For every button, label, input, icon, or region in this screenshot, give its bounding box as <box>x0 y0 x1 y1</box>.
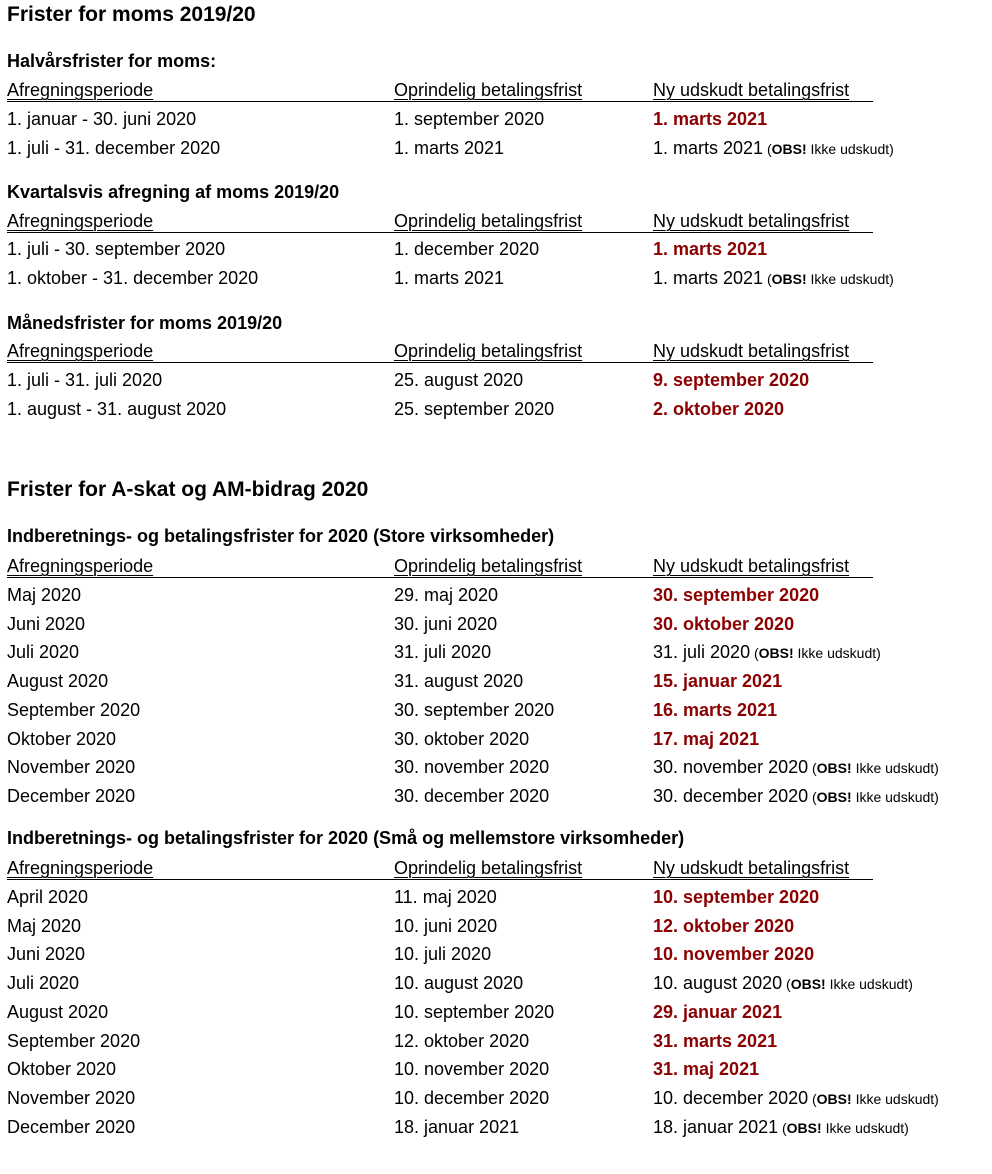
obs-label: OBS! <box>786 1120 822 1136</box>
column-header: Ny udskudt betalingsfrist <box>653 858 850 878</box>
postponed-date: 15. januar 2021 <box>653 671 783 691</box>
postponed-date: 12. oktober 2020 <box>653 916 795 936</box>
note-text: Ikke udskudt <box>855 760 935 776</box>
new-deadline-cell <box>653 1058 759 1080</box>
original-deadline-cell: 10. september 2020 <box>394 1002 555 1022</box>
period-cell: November 2020 <box>7 1088 136 1108</box>
header-divider <box>7 879 873 880</box>
header-divider <box>7 362 873 363</box>
original-deadline-cell: 25. september 2020 <box>394 399 555 419</box>
period-cell: 1. januar - 30. juni 2020 <box>7 109 197 129</box>
period-cell: 1. oktober - 31. december 2020 <box>7 268 259 288</box>
obs-label: OBS! <box>771 271 807 287</box>
obs-label: OBS! <box>771 141 807 157</box>
postponed-date: 9. september 2020 <box>653 370 810 390</box>
original-deadline-cell: 30. november 2020 <box>394 757 550 777</box>
unchanged-date: 30. november 2020 <box>653 757 809 777</box>
new-deadline-cell <box>653 1030 777 1052</box>
original-deadline-cell: 31. juli 2020 <box>394 642 492 662</box>
new-deadline-cell <box>653 972 913 995</box>
original-deadline-cell: 1. marts 2021 <box>394 138 505 158</box>
header-divider <box>7 232 873 233</box>
period-cell: 1. juli - 31. december 2020 <box>7 138 221 158</box>
period-cell: August 2020 <box>7 671 109 691</box>
period-cell: Juli 2020 <box>7 642 80 662</box>
note-text: Ikke udskudt <box>810 141 890 157</box>
header-divider <box>7 101 873 102</box>
unchanged-date: 30. december 2020 <box>653 786 809 806</box>
note-text: Ikke udskudt <box>855 789 935 805</box>
period-cell: 1. juli - 30. september 2020 <box>7 239 226 259</box>
period-cell: Juli 2020 <box>7 973 80 993</box>
group-title: Indberetnings- og betalingsfrister for 2020 (Små og mellemstore virksomheder) <box>7 828 685 848</box>
new-deadline-cell <box>653 369 809 391</box>
original-deadline-cell: 1. september 2020 <box>394 109 545 129</box>
new-deadline-cell <box>653 728 759 750</box>
postponed-date: 2. oktober 2020 <box>653 399 785 419</box>
not-postponed-note: (OBS! Ikke udskudt) <box>750 645 881 661</box>
group-title: Månedsfrister for moms 2019/20 <box>7 313 283 333</box>
original-deadline-cell: 1. marts 2021 <box>394 268 505 288</box>
not-postponed-note: (OBS! Ikke udskudt) <box>763 271 894 287</box>
obs-label: OBS! <box>816 760 852 776</box>
new-deadline-cell <box>653 641 881 664</box>
group-title: Kvartalsvis afregning af moms 2019/20 <box>7 182 340 202</box>
unchanged-date: 10. august 2020 <box>653 973 783 993</box>
new-deadline-cell <box>653 108 767 130</box>
new-deadline-cell <box>653 943 814 965</box>
header-divider <box>7 577 873 578</box>
unchanged-date: 31. juli 2020 <box>653 642 751 662</box>
period-cell: Maj 2020 <box>7 585 82 605</box>
new-deadline-cell <box>653 785 939 808</box>
new-deadline-cell <box>653 238 767 260</box>
note-text: Ikke udskudt <box>829 976 909 992</box>
unchanged-date: 10. december 2020 <box>653 1088 809 1108</box>
new-deadline-cell <box>653 613 794 635</box>
not-postponed-note: (OBS! Ikke udskudt) <box>782 976 913 992</box>
original-deadline-cell: 10. august 2020 <box>394 973 524 993</box>
period-cell: December 2020 <box>7 1117 136 1137</box>
column-header: Ny udskudt betalingsfrist <box>653 341 850 361</box>
period-cell: August 2020 <box>7 1002 109 1022</box>
postponed-date: 30. september 2020 <box>653 585 820 605</box>
new-deadline-cell <box>653 699 777 721</box>
not-postponed-note: (OBS! Ikke udskudt) <box>808 789 939 805</box>
postponed-date: 30. oktober 2020 <box>653 614 795 634</box>
postponed-date: 31. marts 2021 <box>653 1031 778 1051</box>
unchanged-date: 1. marts 2021 <box>653 138 764 158</box>
original-deadline-cell: 10. juni 2020 <box>394 916 498 936</box>
column-header: Afregningsperiode <box>7 211 154 231</box>
postponed-date: 29. januar 2021 <box>653 1002 783 1022</box>
note-text: Ikke udskudt <box>855 1091 935 1107</box>
column-header: Oprindelig betalingsfrist <box>394 341 583 361</box>
postponed-date: 17. maj 2021 <box>653 729 760 749</box>
not-postponed-note: (OBS! Ikke udskudt) <box>808 760 939 776</box>
postponed-date: 10. november 2020 <box>653 944 815 964</box>
new-deadline-cell <box>653 137 894 160</box>
period-cell: September 2020 <box>7 1031 141 1051</box>
not-postponed-note: (OBS! Ikke udskudt) <box>763 141 894 157</box>
period-cell: Juni 2020 <box>7 944 86 964</box>
original-deadline-cell: 11. maj 2020 <box>394 887 497 907</box>
new-deadline-cell <box>653 1001 782 1023</box>
column-header: Ny udskudt betalingsfrist <box>653 80 850 100</box>
column-header: Oprindelig betalingsfrist <box>394 211 583 231</box>
obs-label: OBS! <box>816 789 852 805</box>
period-cell: 1. august - 31. august 2020 <box>7 399 227 419</box>
column-header: Ny udskudt betalingsfrist <box>653 211 850 231</box>
column-header: Afregningsperiode <box>7 858 154 878</box>
new-deadline-cell <box>653 1087 939 1110</box>
original-deadline-cell: 30. september 2020 <box>394 700 555 720</box>
group-title: Halvårsfrister for moms: <box>7 51 217 71</box>
original-deadline-cell: 12. oktober 2020 <box>394 1031 530 1051</box>
new-deadline-cell <box>653 756 939 779</box>
postponed-date: 1. marts 2021 <box>653 239 768 259</box>
new-deadline-cell <box>653 267 894 290</box>
not-postponed-note: (OBS! Ikke udskudt) <box>778 1120 909 1136</box>
column-header: Afregningsperiode <box>7 341 154 361</box>
obs-label: OBS! <box>758 645 794 661</box>
new-deadline-cell <box>653 398 784 420</box>
new-deadline-cell <box>653 886 819 908</box>
note-text: Ikke udskudt <box>810 271 890 287</box>
new-deadline-cell <box>653 670 782 692</box>
new-deadline-cell <box>653 584 819 606</box>
column-header: Oprindelig betalingsfrist <box>394 556 583 576</box>
postponed-date: 10. september 2020 <box>653 887 820 907</box>
original-deadline-cell: 30. oktober 2020 <box>394 729 530 749</box>
section2-title: Frister for A-skat og AM-bidrag 2020 <box>7 478 369 501</box>
period-cell: April 2020 <box>7 887 89 907</box>
note-text: Ikke udskudt <box>825 1120 905 1136</box>
group-title: Indberetnings- og betalingsfrister for 2020 (Store virksomheder) <box>7 526 555 546</box>
not-postponed-note: (OBS! Ikke udskudt) <box>808 1091 939 1107</box>
column-header: Ny udskudt betalingsfrist <box>653 556 850 576</box>
period-cell: December 2020 <box>7 786 136 806</box>
column-header: Afregningsperiode <box>7 556 154 576</box>
new-deadline-cell <box>653 1116 909 1139</box>
postponed-date: 31. maj 2021 <box>653 1059 760 1079</box>
section1-title: Frister for moms 2019/20 <box>7 3 256 26</box>
obs-label: OBS! <box>816 1091 852 1107</box>
period-cell: Juni 2020 <box>7 614 86 634</box>
note-text: Ikke udskudt <box>797 645 877 661</box>
period-cell: Oktober 2020 <box>7 729 117 749</box>
unchanged-date: 18. januar 2021 <box>653 1117 779 1137</box>
postponed-date: 16. marts 2021 <box>653 700 778 720</box>
original-deadline-cell: 30. december 2020 <box>394 786 550 806</box>
original-deadline-cell: 30. juni 2020 <box>394 614 498 634</box>
original-deadline-cell: 10. juli 2020 <box>394 944 492 964</box>
period-cell: Oktober 2020 <box>7 1059 117 1079</box>
original-deadline-cell: 18. januar 2021 <box>394 1117 520 1137</box>
obs-label: OBS! <box>790 976 826 992</box>
period-cell: September 2020 <box>7 700 141 720</box>
original-deadline-cell: 31. august 2020 <box>394 671 524 691</box>
original-deadline-cell: 10. november 2020 <box>394 1059 550 1079</box>
period-cell: Maj 2020 <box>7 916 82 936</box>
original-deadline-cell: 29. maj 2020 <box>394 585 499 605</box>
column-header: Oprindelig betalingsfrist <box>394 858 583 878</box>
new-deadline-cell <box>653 915 794 937</box>
period-cell: November 2020 <box>7 757 136 777</box>
original-deadline-cell: 1. december 2020 <box>394 239 540 259</box>
original-deadline-cell: 10. december 2020 <box>394 1088 550 1108</box>
period-cell: 1. juli - 31. juli 2020 <box>7 370 163 390</box>
unchanged-date: 1. marts 2021 <box>653 268 764 288</box>
column-header: Oprindelig betalingsfrist <box>394 80 583 100</box>
column-header: Afregningsperiode <box>7 80 154 100</box>
original-deadline-cell: 25. august 2020 <box>394 370 524 390</box>
postponed-date: 1. marts 2021 <box>653 109 768 129</box>
